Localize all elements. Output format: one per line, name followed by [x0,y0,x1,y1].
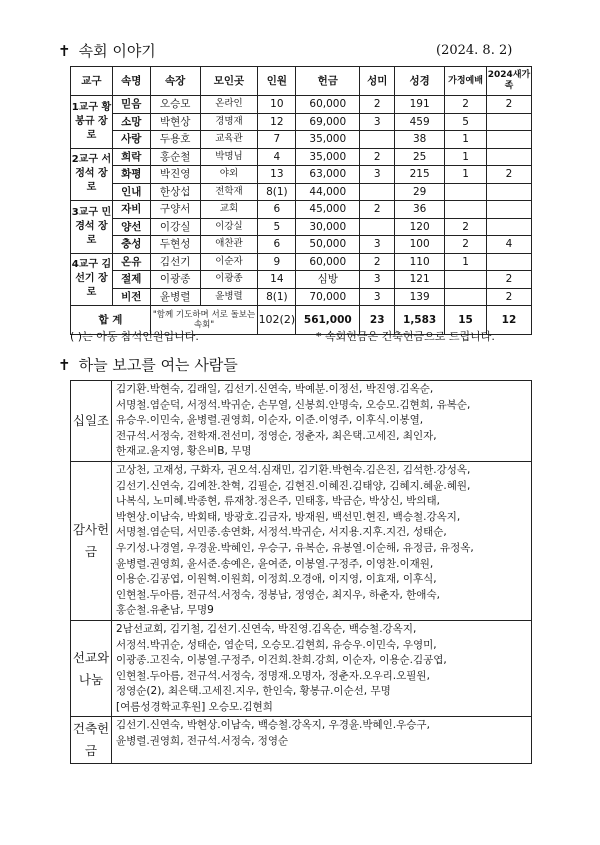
child-note: ( )는 아동 참석인원입니다. [70,330,199,343]
family-worship [445,271,487,289]
offering-amount: 70,000 [296,288,360,306]
district-label: 4교구 김선기 장로 [71,253,113,306]
group-name: 양선 [112,218,150,236]
attendance-count: 4 [258,148,296,166]
leader-name: 이광종 [150,271,200,289]
donor-line: 서명철.염순덕, 서민종.송연화, 서정석.박귀순, 서지용.지후.지건, 성태순, [116,526,447,539]
new-family [486,183,531,201]
table-row [71,236,532,254]
bible-reading: 215 [395,166,445,184]
meeting-place: 경명재 [200,113,258,131]
rice-count [360,131,395,149]
table-row [71,96,532,114]
donor-line: 윤병렬.권영희, 전규석.서정숙, 정영순 [116,735,289,748]
leader-name: 오승모 [150,96,200,114]
leader-name: 두용호 [150,131,200,149]
donor-line: 홍순철.유춘남, 무명9 [116,604,214,617]
section-title-sokhoe [58,40,156,61]
offering-note: * 속회헌금은 건축헌금으로 드립니다. [316,330,495,343]
donor-line: 유승우.이민숙, 윤병렬.권영희, 이순자, 이준.이영주, 이후식.이봉열, [116,414,424,427]
table-row [71,148,532,166]
attendance-count: 14 [258,271,296,289]
attendance-count: 6 [258,201,296,219]
group-name: 인내 [112,183,150,201]
donor-line: 윤병렬.권영희, 윤서준.송예은, 윤여준, 이봉열.구정주, 이영찬.이재원, [116,557,434,570]
section-title-donors [58,354,238,375]
total-offering: 561,000 [296,306,360,335]
donor-line: 2남선교회, 김기철, 김선기.신연숙, 박진영.김옥순, 백승철.강옥지, [116,622,417,635]
donation-row [71,620,532,717]
offering-amount: 63,000 [296,166,360,184]
bible-reading: 121 [395,271,445,289]
attendance-count: 10 [258,96,296,114]
donor-line: 서정석.박귀순, 성태순, 염순덕, 오승모.김현희, 유승우.이민숙, 우영미, [116,638,437,651]
rice-count: 3 [360,288,395,306]
col-header: 인원 [258,67,296,96]
report-date: (2024. 8. 2) [436,43,513,58]
meeting-place: 애찬관 [200,236,258,254]
donation-category: 십일조 [71,381,112,462]
family-worship: 5 [445,113,487,131]
col-header: 성경 [395,67,445,96]
donor-line: 우기성.나경열, 우경윤.박혜인, 우승구, 유복순, 유봉열.이순해, 유정금, 유정옥, [116,541,474,554]
col-header: 모인곳 [200,67,258,96]
attendance-count: 8(1) [258,183,296,201]
meeting-place: 이강실 [200,218,258,236]
donation-category: 건축헌금 [71,717,112,764]
new-family [486,148,531,166]
donation-row [71,717,532,764]
leader-name: 구양서 [150,201,200,219]
district-label: 3교구 민경석 장로 [71,201,113,254]
donor-line: 나복식, 노미혜.박종현, 류재창.정은주, 민태홍, 박금순, 박상신, 박의태, [116,495,440,508]
offering-amount: 35,000 [296,131,360,149]
new-family [486,131,531,149]
group-name: 절제 [112,271,150,289]
family-worship: 2 [445,218,487,236]
group-name: 소망 [112,113,150,131]
attendance-count: 6 [258,236,296,254]
rice-count: 2 [360,201,395,219]
col-header: 교구 [71,67,113,96]
family-worship: 1 [445,253,487,271]
section-title-text: 하늘 보고를 여는 사람들 [78,356,238,374]
donor-line: 한재교.윤지영, 황은비B, 무명 [116,445,252,458]
table-row [71,253,532,271]
offering-amount: 69,000 [296,113,360,131]
rice-count: 3 [360,271,395,289]
new-family [486,113,531,131]
meeting-place: 교회 [200,201,258,219]
rice-count: 3 [360,113,395,131]
rice-count: 2 [360,253,395,271]
donor-line: 고상천, 고재성, 구화자, 권오석.심재민, 김기환.박현숙.김은진, 김석한.강성옥, [116,463,471,476]
family-worship [445,183,487,201]
bible-reading: 36 [395,201,445,219]
group-name: 희락 [112,148,150,166]
donation-row [71,381,532,462]
table-row [71,131,532,149]
donor-line: 서명철.염순덕, 서정석.박귀순, 손무열, 신봉희.안명숙, 오승모.김현희, 유복순, [116,398,471,411]
meeting-place: 교육관 [200,131,258,149]
new-family: 2 [486,288,531,306]
new-family [486,218,531,236]
donor-line: [여름성경학교후원] 오승모.김현희 [116,700,273,713]
leader-name: 박현상 [150,113,200,131]
col-header: 가정예배 [445,67,487,96]
bible-reading: 38 [395,131,445,149]
attendance-table [70,66,532,335]
rice-count: 3 [360,236,395,254]
bible-reading: 25 [395,148,445,166]
offering-amount: 60,000 [296,253,360,271]
donor-line: 김선기.신연숙, 박현상.이남숙, 백승철.강옥지, 우경윤.박혜인.우승구, [116,719,430,732]
group-name: 믿음 [112,96,150,114]
group-name: 사랑 [112,131,150,149]
donor-names [112,620,532,717]
new-family: 2 [486,96,531,114]
offering-amount: 35,000 [296,148,360,166]
donation-row [71,461,532,620]
bible-reading: 459 [395,113,445,131]
donation-category: 선교와나눔 [71,620,112,717]
new-family: 2 [486,271,531,289]
bible-reading: 100 [395,236,445,254]
meeting-place: 야외 [200,166,258,184]
meeting-place: 이광종 [200,271,258,289]
col-header: 헌금 [296,67,360,96]
total-motto: "함께 기도하며 서로 돌보는 속회" [150,306,258,335]
col-header: 속명 [112,67,150,96]
section-title-text: 속회 이야기 [78,42,156,60]
family-worship [445,288,487,306]
leader-name: 김선기 [150,253,200,271]
cross-icon: ✝ [58,42,71,60]
meeting-place: 박명님 [200,148,258,166]
leader-name: 한상섭 [150,183,200,201]
donor-line: 이용순.김공엽, 이원혁.이원희, 이정희.오경애, 이지영, 이효재, 이후식, [116,573,437,586]
table-header-row [71,67,532,96]
meeting-place: 이순자 [200,253,258,271]
table-row [71,166,532,184]
total-rice: 23 [360,306,395,335]
donor-line: 인현철.두아름, 전규석.서정숙, 정봉남, 정영순, 최지우, 하춘자, 한애숙, [116,588,440,601]
new-family: 2 [486,166,531,184]
new-family [486,253,531,271]
new-family: 4 [486,236,531,254]
donor-names [112,461,532,620]
total-count: 102(2) [258,306,296,335]
col-header: 속장 [150,67,200,96]
attendance-count: 7 [258,131,296,149]
table-row [71,201,532,219]
group-name: 비전 [112,288,150,306]
family-worship: 2 [445,96,487,114]
leader-name: 윤병렬 [150,288,200,306]
donations-table [70,380,532,764]
donor-line: 정영순(2), 최은택.고세진.지우, 한인숙, 황봉규.이순선, 무명 [116,685,391,698]
donor-names [112,381,532,462]
district-label: 1교구 황봉규 장로 [71,96,113,149]
family-worship: 1 [445,148,487,166]
offering-amount: 50,000 [296,236,360,254]
rice-count [360,183,395,201]
family-worship: 1 [445,131,487,149]
meeting-place: 전학재 [200,183,258,201]
rice-count: 3 [360,166,395,184]
leader-name: 박진영 [150,166,200,184]
attendance-count: 9 [258,253,296,271]
bible-reading: 110 [395,253,445,271]
bible-reading: 139 [395,288,445,306]
table-row [71,271,532,289]
leader-name: 두현성 [150,236,200,254]
table-row [71,113,532,131]
district-label: 2교구 서정석 장로 [71,148,113,201]
group-name: 충성 [112,236,150,254]
donor-line: 박현상.이남숙, 박회태, 방광호.김금자, 방재원, 백선민.현진, 백승철.강옥지, [116,510,461,523]
leader-name: 이강실 [150,218,200,236]
total-bible: 1,583 [395,306,445,335]
meeting-place: 윤병렬 [200,288,258,306]
family-worship: 2 [445,236,487,254]
offering-amount: 60,000 [296,96,360,114]
family-worship: 1 [445,166,487,184]
attendance-count: 13 [258,166,296,184]
donor-line: 이광종.고진숙, 이봉열.구정주, 이건희.찬희.강희, 이순자, 이용순.김공엽, [116,654,447,667]
bible-reading: 120 [395,218,445,236]
new-family [486,201,531,219]
donation-category: 감사헌금 [71,461,112,620]
rice-count: 2 [360,96,395,114]
total-newfam: 12 [486,306,531,335]
group-name: 자비 [112,201,150,219]
group-name: 온유 [112,253,150,271]
group-name: 화평 [112,166,150,184]
rice-count: 2 [360,148,395,166]
bible-reading: 29 [395,183,445,201]
donor-line: 김기환.박현숙, 김래일, 김선기.신연숙, 박예분.이정선, 박진영.김옥순, [116,383,434,395]
attendance-count: 12 [258,113,296,131]
total-label: 합 계 [71,306,151,335]
table-row [71,288,532,306]
offering-amount: 30,000 [296,218,360,236]
rice-count [360,218,395,236]
meeting-place: 온라인 [200,96,258,114]
donor-line: 김선기.신연숙, 김예찬.찬혁, 김필순, 김현진.이혜진.김태양, 김혜지.혜윤.혜원, [116,479,471,492]
bible-reading: 191 [395,96,445,114]
cross-icon: ✝ [58,356,71,374]
attendance-count: 8(1) [258,288,296,306]
donor-names [112,717,532,764]
offering-amount: 45,000 [296,201,360,219]
total-worship: 15 [445,306,487,335]
attendance-count: 5 [258,218,296,236]
table-row [71,218,532,236]
leader-name: 홍순철 [150,148,200,166]
offering-amount: 심방 [296,271,360,289]
col-header: 성미 [360,67,395,96]
family-worship [445,201,487,219]
donor-line: 인현철.두아름, 전규석.서정숙, 정명재.오명자, 정춘자.오우리.오필원, [116,669,430,682]
offering-amount: 44,000 [296,183,360,201]
col-header: 2024새가족 [486,67,531,96]
donor-line: 전규석.서정숙, 전학재.전선미, 정영순, 정춘자, 최은택.고세진, 최인자, [116,429,437,442]
table-row [71,183,532,201]
